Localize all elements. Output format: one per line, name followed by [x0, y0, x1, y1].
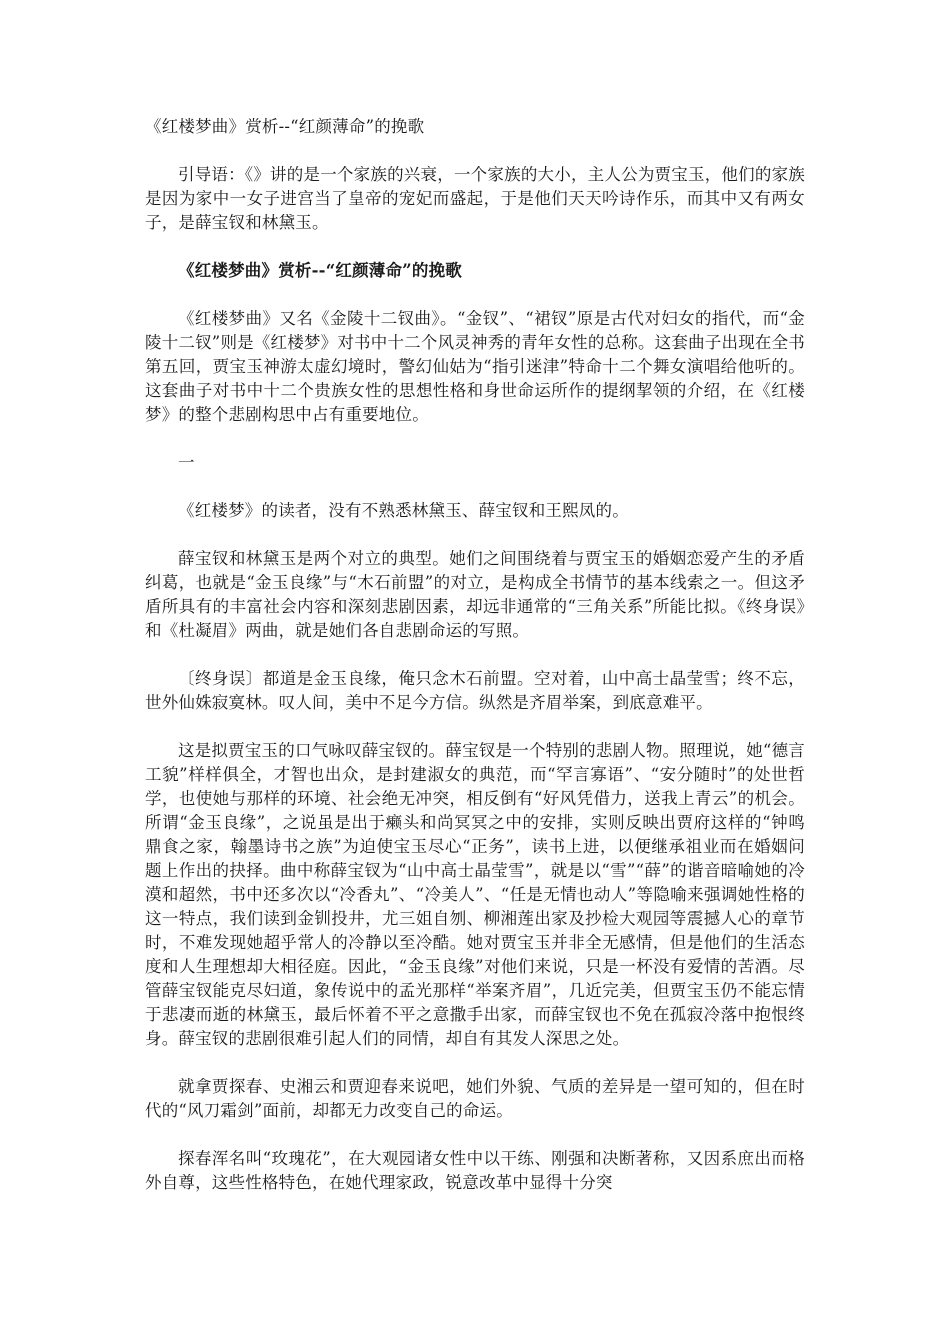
paragraph-4: 〔终身误〕都道是金玉良缘，俺只念木石前盟。空对着，山中高士晶莹雪；终不忘，世外仙姝寂寞林。叹人间，美中不足今方信。纵然是齐眉举案，到底意难平。: [145, 669, 805, 712]
paragraph-7: 探春浑名叫“玫瑰花”，在大观园诸女性中以干练、刚强和决断著称，又因系庶出而格外自尊，这些性格特色，在她代理家政，锐意改革中显得十分突: [145, 1149, 805, 1192]
paragraph-1: 《红楼梦曲》又名《金陵十二钗曲》。“金钗”、“裙钗”原是古代对妇女的指代，而“金陵十二钗”则是《红楼梦》对书中十二个风灵神秀的青年女性的总称。这套曲子出现在全书第五回，贾宝玉神游太虚幻境时，警幻仙姑为“指引迷津”特命十二个舞女演唱给他听的。这套曲子对书中十二个贵族女性的思想性格和身世命运所作的提纲挈领的介绍，在《红楼梦》的整个悲剧构思中占有重要地位。: [145, 309, 805, 424]
intro-paragraph: 引导语：《》讲的是一个家族的兴衰，一个家族的大小，主人公为贾宝玉，他们的家族是因为家中一女子进宫当了皇帝的宠妃而盛起，于是他们天天吟诗作乐，而其中又有两女子，是薛宝钗和林黛玉。: [145, 165, 805, 232]
document-title: 《红楼梦曲》赏析--“红颜薄命”的挽歌: [145, 117, 425, 136]
paragraph-6: 就拿贾探春、史湘云和贾迎春来说吧，她们外貌、气质的差异是一望可知的，但在时代的“风刀霜剑”面前，却都无力改变自己的命运。: [145, 1077, 805, 1120]
section-heading: 《红楼梦曲》赏析--“红颜薄命”的挽歌: [178, 261, 462, 280]
document-page: [145, 115, 805, 1219]
paragraph-5: 这是拟贾宝玉的口气咏叹薛宝钗的。薛宝钗是一个特别的悲剧人物。照理说，她“德言工貌”样样俱全，才智也出众，是封建淑女的典范，而“罕言寡语”、“安分随时”的处世哲学，也使她与那样的环境、社会绝无冲突，相反倒有“好风凭借力，送我上青云”的机会。所谓“金玉良缘”，之说虽是出于癞头和尚冥冥之中的安排，实则反映出贾府这样的“钟鸣鼎食之家，翰墨诗书之族”为迫使宝玉尽心“正务”，读书上进，以便继承祖业而在婚姻问题上作出的抉择。曲中称薛宝钗为“山中高士晶莹雪”，就是以“雪”“薛”的谐音暗喻她的冷漠和超然，书中还多次以“冷香丸”、“冷美人”、“任是无情也动人”等隐喻来强调她性格的这一特点，我们读到金钏投井，尤三姐自刎、柳湘莲出家及抄检大观园等震撼人心的章节时，不难发现她超乎常人的冷静以至冷酷。她对贾宝玉并非全无感情，但是他们的生活态度和人生理想却大相径庭。因此，“金玉良缘”对他们来说，只是一杯没有爱情的苦酒。尽管薛宝钗能克尽妇道，象传说中的孟光那样“举案齐眉”，几近完美，但贾宝玉仍不能忘情于悲凄而逝的林黛玉，最后怀着不平之意撒手出家，而薛宝钗也不免在孤寂冷落中抱恨终身。薛宝钗的悲剧很难引起人们的同情，却自有其发人深思之处。: [145, 741, 805, 1048]
paragraph-2: 《红楼梦》的读者，没有不熟悉林黛玉、薛宝钗和王熙凤的。: [178, 501, 629, 520]
paragraph-3: 薛宝钗和林黛玉是两个对立的典型。她们之间围绕着与贾宝玉的婚姻恋爱产生的矛盾纠葛，也就是“金玉良缘”与“木石前盟”的对立，是构成全书情节的基本线索之一。但这矛盾所具有的丰富社会内容和深刻悲剧因素，却远非通常的“三角关系”所能比拟。《终身误》和《杜凝眉》两曲，就是她们各自悲剧命运的写照。: [145, 549, 805, 640]
section-number: 一: [178, 453, 195, 472]
